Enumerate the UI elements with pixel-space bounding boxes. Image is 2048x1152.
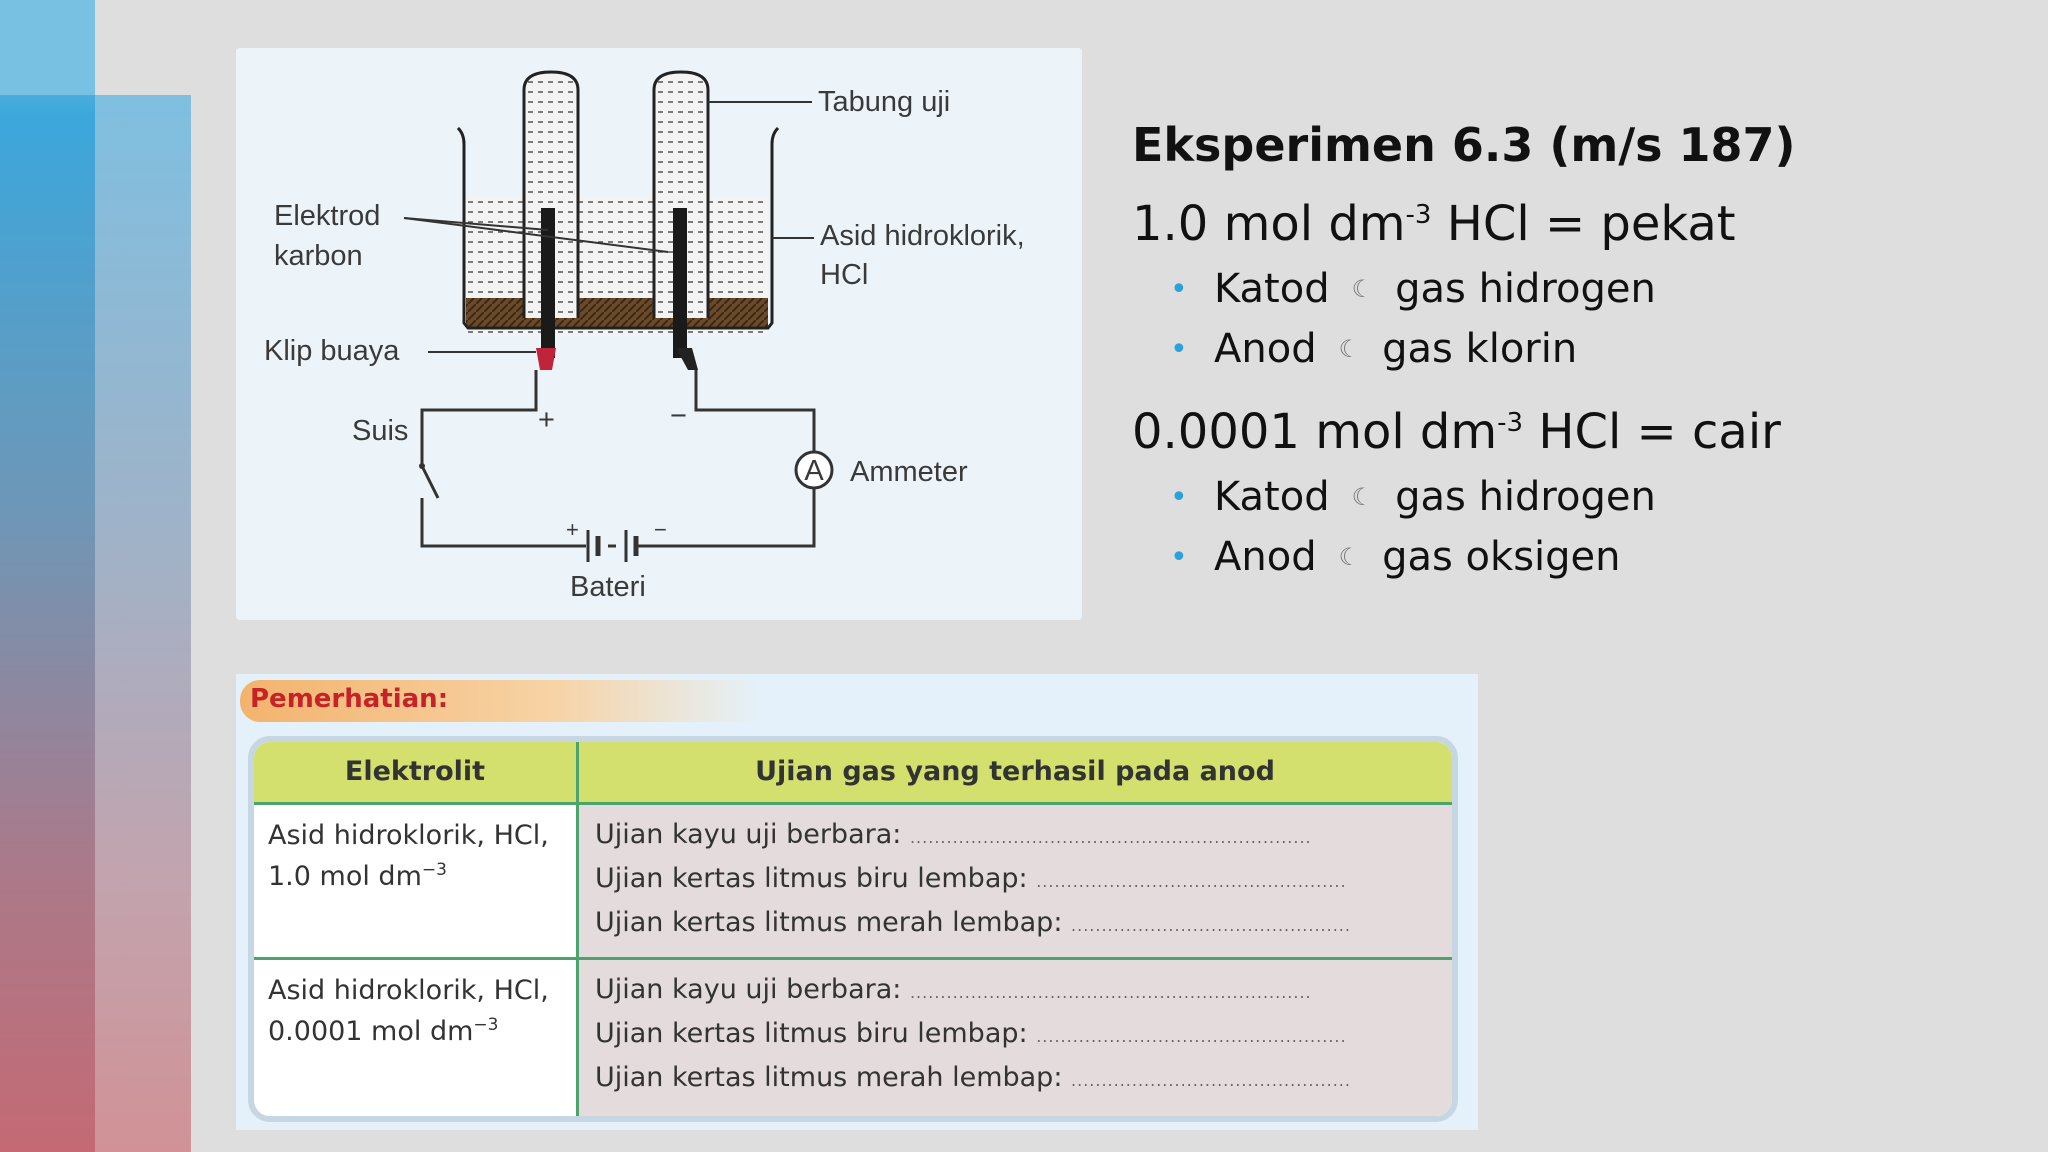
- label-plus: +: [538, 404, 555, 436]
- conc1-suffix: HCl = pekat: [1431, 196, 1736, 252]
- observation-heading: Pemerhatian:: [250, 684, 449, 714]
- product-label: gas oksigen: [1382, 534, 1621, 580]
- blank-line: ..............................................: [1071, 916, 1351, 935]
- electrode-label: Anod: [1214, 534, 1317, 580]
- test-line: [595, 1018, 1351, 1062]
- column-header-ujian: Ujian gas yang terhasil pada anod: [755, 756, 1275, 787]
- blank-line: ..................................................................: [909, 983, 1312, 1002]
- test-label: Ujian kertas litmus merah lembap:: [595, 1062, 1063, 1093]
- test-line: [595, 863, 1351, 907]
- electrolyte-name: Asid hidroklorik, HCl,: [268, 820, 549, 851]
- bullet-icon: •: [1170, 539, 1188, 575]
- product-label: gas hidrogen: [1395, 474, 1656, 520]
- blank-line: ...................................................: [1036, 1027, 1347, 1046]
- electrolyte-cell: [254, 805, 576, 957]
- test-label: Ujian kertas litmus biru lembap:: [595, 863, 1028, 894]
- blank-line: ..............................................: [1071, 1071, 1351, 1090]
- arrow-icon: ☾: [1338, 543, 1361, 571]
- test-label: Ujian kayu uji berbara:: [595, 974, 902, 1005]
- list-item: [1170, 474, 2012, 520]
- test-cell: [579, 960, 1452, 1120]
- electrolyte-name: Asid hidroklorik, HCl,: [268, 975, 549, 1006]
- bullet-icon: •: [1170, 271, 1188, 307]
- arrow-icon: ☾: [1351, 483, 1374, 511]
- test-cell: [579, 805, 1452, 957]
- label-ammeter: Ammeter: [850, 456, 968, 488]
- experiment-title: Eksperimen 6.3 (m/s 187): [1132, 118, 1796, 172]
- battery-minus: −: [654, 517, 667, 542]
- test-line: [595, 819, 1351, 863]
- side-accent-band: [0, 0, 95, 1152]
- bullet-icon: •: [1170, 479, 1188, 515]
- blank-line: ...................................................: [1036, 872, 1347, 891]
- label-asid: Asid hidroklorik,: [820, 220, 1025, 252]
- electrolyte-cell: [254, 960, 576, 1120]
- concentration-heading-1: [1132, 196, 2012, 252]
- label-bateri: Bateri: [570, 571, 646, 603]
- test-line: [595, 907, 1351, 951]
- product-label: gas klorin: [1382, 326, 1578, 372]
- electrolyte-exponent: −3: [421, 860, 447, 880]
- observation-panel: [236, 674, 1478, 1130]
- electrolyte-exponent: −3: [473, 1015, 499, 1035]
- apparatus-diagram: [236, 48, 1082, 620]
- table-row: [254, 960, 1452, 1120]
- list-item: [1170, 326, 2012, 372]
- experiment-notes: [1132, 118, 2012, 594]
- label-minus: −: [670, 400, 687, 432]
- electrolyte-concentration: 1.0 mol dm: [268, 861, 422, 892]
- label-tabung-uji: Tabung uji: [818, 86, 951, 118]
- label-karbon: karbon: [274, 240, 363, 272]
- test-line: [595, 1062, 1351, 1106]
- conc1-text: 1.0 mol dm: [1132, 196, 1406, 252]
- electrode-label: Anod: [1214, 326, 1317, 372]
- electrolyte-concentration: 0.0001 mol dm: [268, 1016, 474, 1047]
- label-klip-buaya: Klip buaya: [264, 335, 400, 367]
- blank-line: ..................................................................: [909, 828, 1312, 847]
- table-header: [254, 742, 1452, 805]
- ammeter-symbol-label: A: [804, 455, 824, 487]
- arrow-icon: ☾: [1351, 275, 1374, 303]
- side-accent-corner: [0, 0, 95, 95]
- electrode-label: Katod: [1214, 474, 1330, 520]
- test-label: Ujian kayu uji berbara:: [595, 819, 902, 850]
- test-label: Ujian kertas litmus merah lembap:: [595, 907, 1063, 938]
- list-item: [1170, 534, 2012, 580]
- observation-table: [248, 736, 1458, 1122]
- bullet-icon: •: [1170, 331, 1188, 367]
- label-suis: Suis: [352, 415, 409, 447]
- battery-plus: +: [566, 517, 579, 542]
- column-header-elektrolit: Elektrolit: [344, 756, 486, 787]
- arrow-icon: ☾: [1338, 335, 1361, 363]
- alligator-clip-left: [536, 348, 556, 370]
- sediment-layer: [466, 298, 768, 328]
- electrolysis-apparatus-figure: [236, 48, 1082, 620]
- conc1-exponent: -3: [1405, 200, 1432, 230]
- side-accent-band-inner: [95, 95, 191, 1152]
- alligator-clip-right: [676, 348, 698, 370]
- concentration-heading-2: [1132, 404, 2012, 460]
- conc2-text: 0.0001 mol dm: [1132, 404, 1498, 460]
- observation-heading-bar: [240, 680, 760, 722]
- conc2-suffix: HCl = cair: [1523, 404, 1781, 460]
- test-label: Ujian kertas litmus biru lembap:: [595, 1018, 1028, 1049]
- carbon-electrode-right: [673, 208, 687, 358]
- table-row: [254, 805, 1452, 960]
- switch: [422, 466, 438, 498]
- conc2-exponent: -3: [1497, 408, 1524, 438]
- electrode-label: Katod: [1214, 266, 1330, 312]
- list-item: [1170, 266, 2012, 312]
- label-hcl: HCl: [820, 259, 869, 291]
- test-line: [595, 974, 1351, 1018]
- product-label: gas hidrogen: [1395, 266, 1656, 312]
- label-elektrod: Elektrod: [274, 200, 381, 232]
